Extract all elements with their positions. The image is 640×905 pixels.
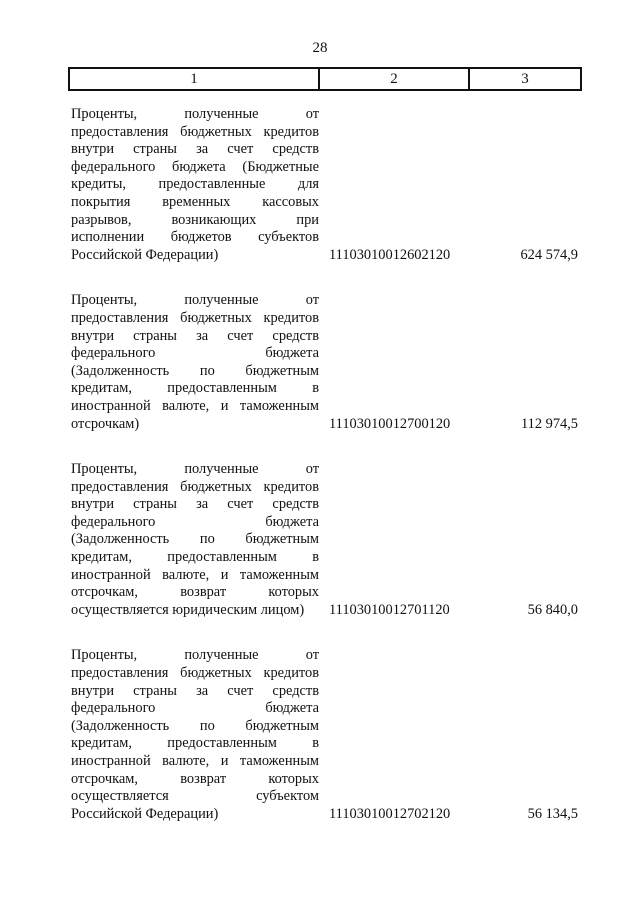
description-line: отсрочкам, возврат которых (71, 770, 319, 787)
page-number: 28 (312, 40, 328, 56)
table-row (68, 461, 582, 619)
description-line: внутри страны за счет средств (71, 327, 319, 344)
description-line: предоставления бюджетных кредитов (71, 309, 319, 326)
description-line: федерального бюджета (Бюджетные (71, 158, 319, 175)
table-body (68, 106, 582, 823)
description-line: иностранной валюте, и таможенным (71, 397, 319, 414)
description-line: предоставления бюджетных кредитов (71, 665, 319, 682)
column-header-2: 2 (319, 68, 469, 90)
column-header-1: 1 (69, 68, 319, 90)
description-line: кредитам, предоставленным в (71, 735, 319, 752)
amount-value: 112 974,5 (520, 415, 578, 432)
row-description (68, 461, 319, 619)
description-line: федерального бюджета (71, 513, 319, 530)
row-description (68, 647, 319, 823)
column-header-3: 3 (469, 68, 581, 90)
table-row (68, 647, 582, 823)
budget-code: 11103010012702120 (329, 805, 451, 822)
row-description (68, 106, 319, 264)
description-line: отсрочкам) (71, 415, 140, 432)
description-line: внутри страны за счет средств (71, 496, 319, 513)
description-line: отсрочкам, возврат которых (71, 584, 319, 601)
table-row (68, 292, 582, 433)
description-line: кредитам, предоставленным в (71, 549, 319, 566)
description-line: (Задолженность по бюджетным (71, 362, 319, 379)
description-line: кредиты, предоставленные для (71, 176, 319, 193)
description-line: (Задолженность по бюджетным (71, 531, 319, 548)
description-line: Российской Федерации) (71, 805, 219, 822)
description-line: Проценты, полученные от (71, 106, 319, 122)
description-line: Российской Федерации) (71, 246, 219, 263)
budget-code: 11103010012701120 (329, 601, 450, 618)
description-line: Проценты, полученные от (71, 647, 319, 664)
description-line: федерального бюджета (71, 700, 319, 717)
description-line: Проценты, полученные от (71, 461, 319, 478)
table-row (68, 106, 582, 264)
description-line: покрытия временных кассовых (71, 193, 319, 210)
budget-code: 11103010012602120 (329, 246, 451, 263)
description-line: исполнении бюджетов субъектов (71, 229, 319, 246)
table-header (68, 67, 582, 91)
description-line: осуществляется субъектом (71, 788, 319, 805)
description-line: федерального бюджета (71, 345, 319, 362)
description-line: (Задолженность по бюджетным (71, 717, 319, 734)
description-line: Проценты, полученные от (71, 292, 319, 309)
amount-value: 56 840,0 (527, 601, 578, 618)
description-line: предоставления бюджетных кредитов (71, 478, 319, 495)
description-line: иностранной валюте, и таможенным (71, 753, 319, 769)
description-line: кредитам, предоставленным в (71, 380, 319, 397)
amount-value: 624 574,9 (520, 246, 578, 263)
description-line: разрывов, возникающих при (71, 211, 319, 228)
description-line: внутри страны за счет средств (71, 682, 319, 699)
budget-code: 11103010012700120 (329, 415, 451, 432)
amount-value: 56 134,5 (527, 805, 578, 822)
description-line: иностранной валюте, и таможенным (71, 566, 319, 583)
row-description (68, 292, 319, 433)
description-line: осуществляется юридическим лицом) (71, 601, 305, 618)
description-line: предоставления бюджетных кредитов (71, 123, 319, 140)
description-line: внутри страны за счет средств (71, 141, 319, 158)
